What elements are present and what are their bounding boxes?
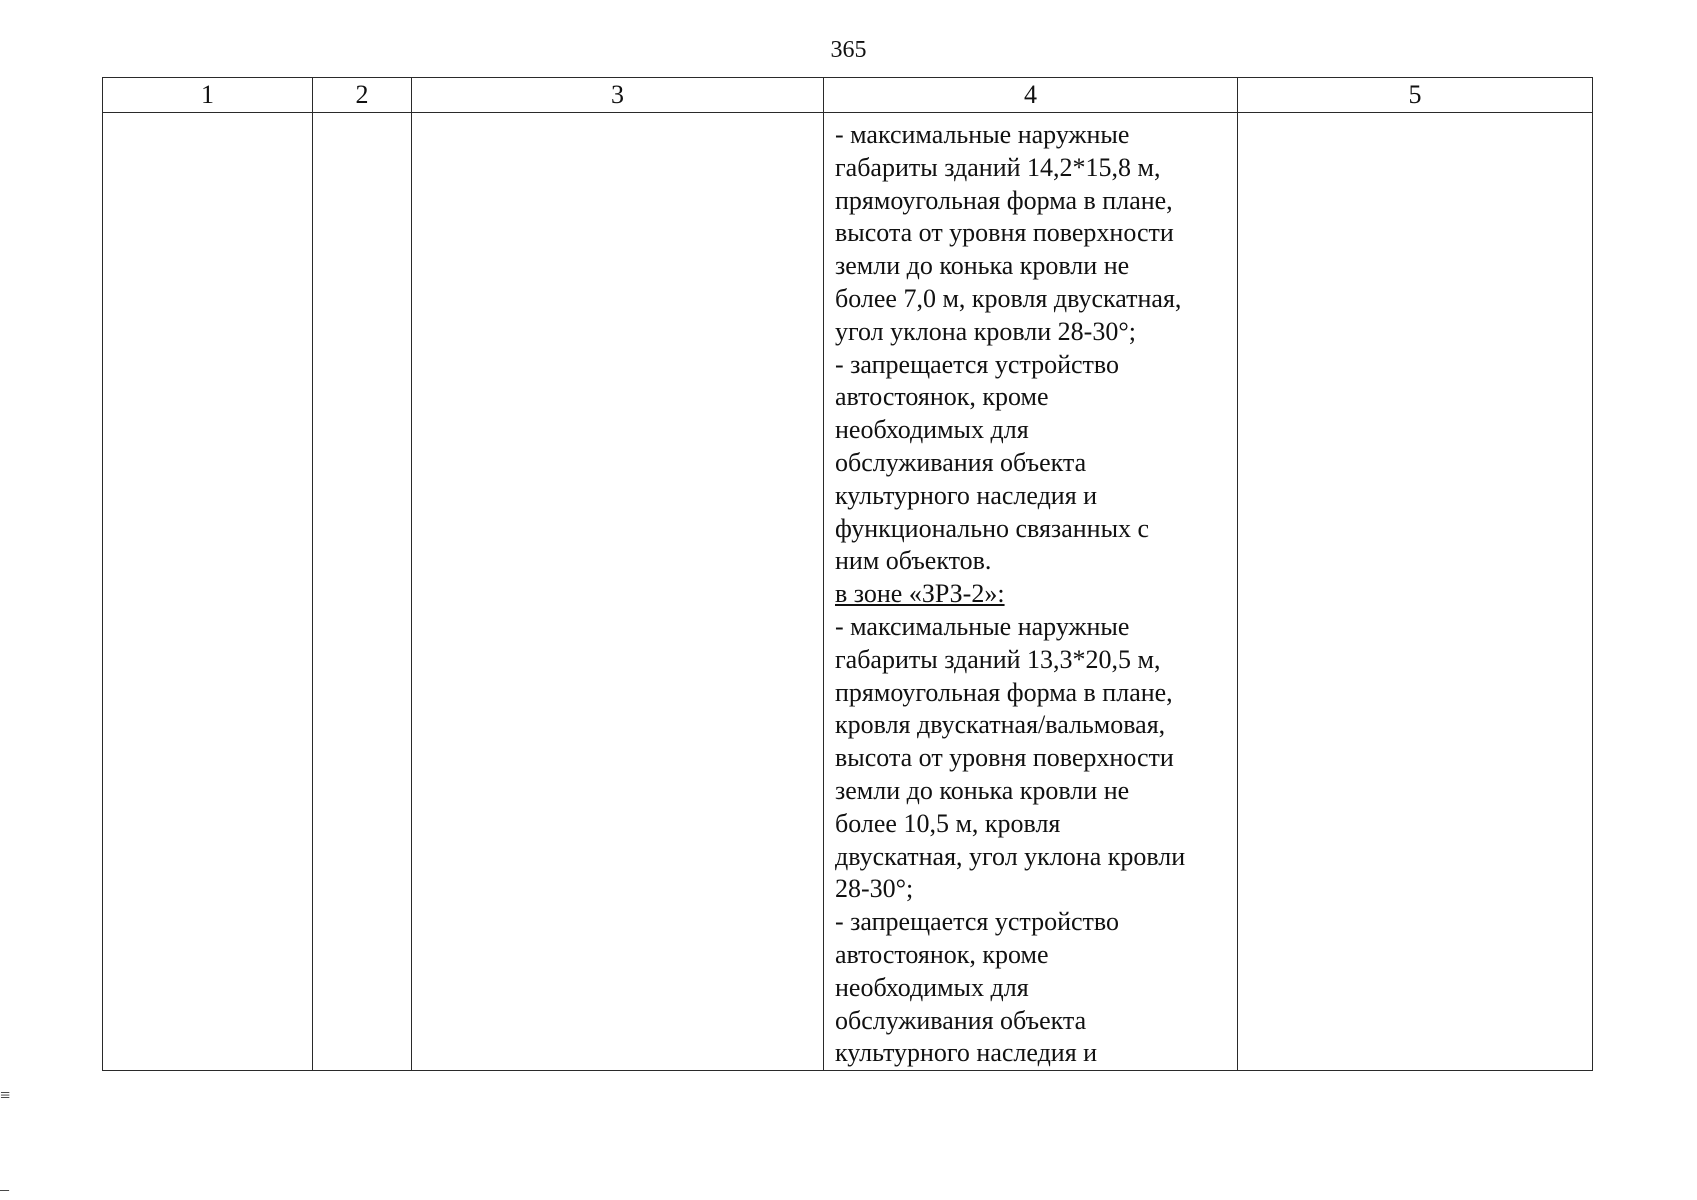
text-line: угол уклона кровли 28-30°; [835,316,1136,346]
text-line: габариты зданий 14,2*15,8 м, [835,152,1161,182]
cell-col-2 [313,113,412,1071]
text-line: - запрещается устройство [835,907,1119,937]
table-header-row [103,78,1593,113]
column-header-3: 3 [412,78,824,113]
text-line: земли до конька кровли не [835,775,1130,805]
margin-scan-mark: – [0,1179,9,1199]
column-header-4: 4 [824,78,1238,113]
text-line: габариты зданий 13,3*20,5 м, [835,644,1161,674]
requirements-text [824,113,1237,1070]
cell-col-5 [1238,113,1593,1071]
column-header-2: 2 [313,78,412,113]
text-line: более 7,0 м, кровля двускатная, [835,283,1182,313]
text-line: двускатная, угол уклона кровли [835,841,1186,871]
text-line: необходимых для [835,972,1029,1002]
cell-col-1 [103,113,313,1071]
text-line: более 10,5 м, кровля [835,808,1061,838]
cell-col-4 [824,113,1238,1071]
text-line: ним объектов. [835,546,992,576]
text-line: высота от уровня поверхности [835,743,1174,773]
text-line: 28-30°; [835,874,914,904]
text-line: необходимых для [835,415,1029,445]
text-line: кровля двускатная/вальмовая, [835,710,1166,740]
text-line: высота от уровня поверхности [835,218,1174,248]
text-line: - максимальные наружные [835,120,1130,149]
page-number: 365 [830,37,867,63]
text-line: земли до конька кровли не [835,251,1130,281]
text-line: прямоугольная форма в плане, [835,185,1173,215]
text-line: - запрещается устройство [835,349,1119,379]
text-line: культурного наследия и [835,480,1098,510]
text-line: - максимальные наружные [835,611,1130,641]
text-line: культурного наследия и [835,1038,1098,1068]
column-header-5: 5 [1238,78,1593,113]
table-row [103,113,1593,1071]
text-line: обслуживания объекта [835,447,1087,477]
text-line: прямоугольная форма в плане, [835,677,1173,707]
zone-heading: в зоне «ЗРЗ-2»: [835,579,1005,609]
text-line: обслуживания объекта [835,1005,1087,1035]
text-line: автостоянок, кроме [835,939,1049,969]
column-header-1: 1 [103,78,313,113]
text-line: функционально связанных с [835,513,1150,543]
margin-scan-mark: ≡ [0,1085,11,1105]
text-line: автостоянок, кроме [835,382,1049,412]
cell-col-3 [412,113,824,1071]
regulations-table [102,77,1593,1071]
